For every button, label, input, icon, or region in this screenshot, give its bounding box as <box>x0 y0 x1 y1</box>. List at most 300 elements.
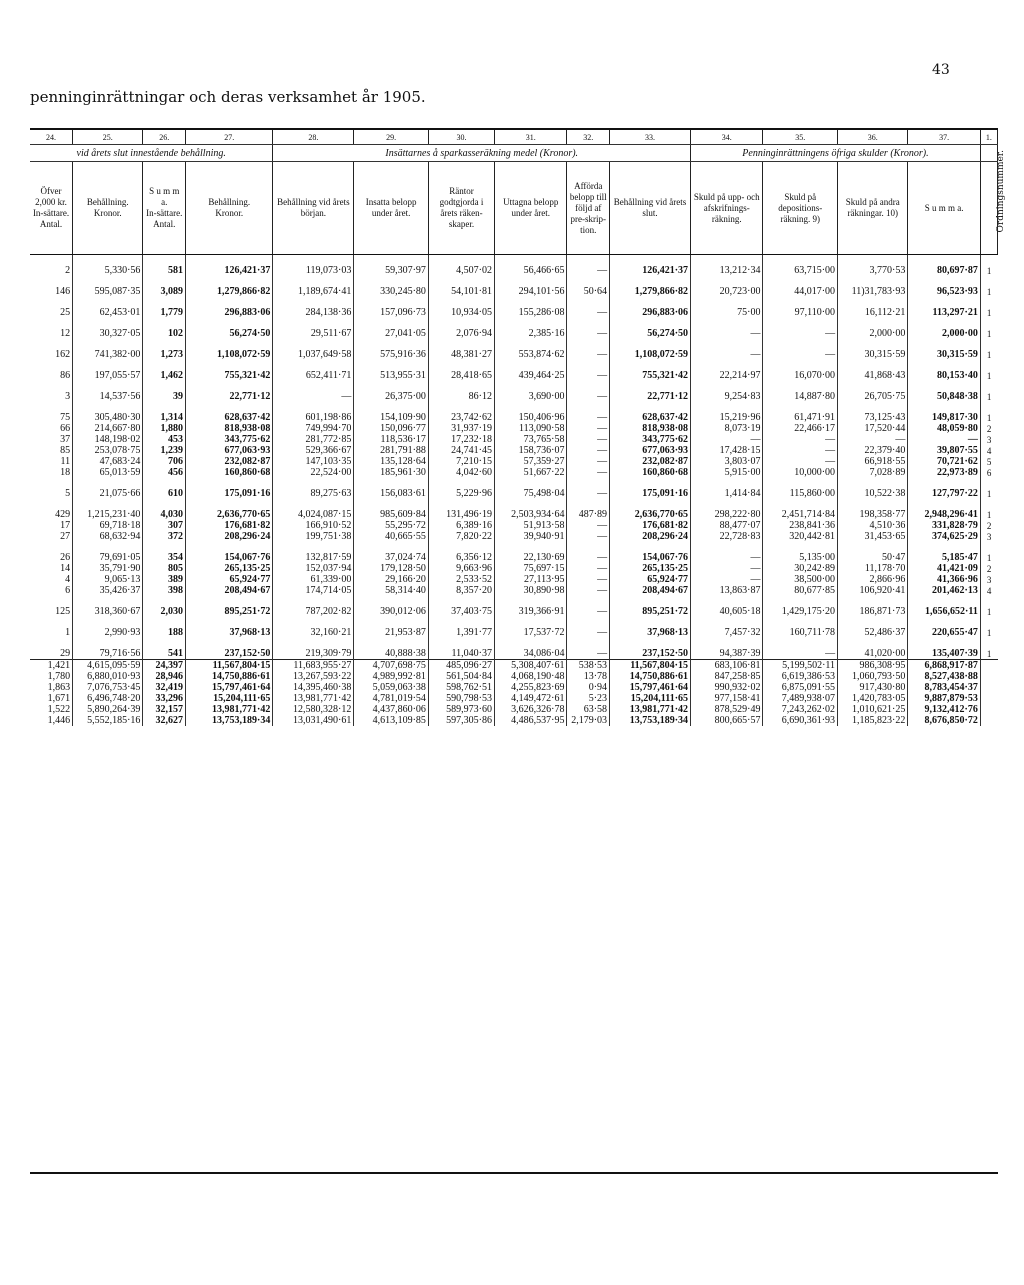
table-row <box>30 715 998 726</box>
deposited-header: Insatta belopp under året. <box>354 162 429 255</box>
table-cell <box>980 693 997 704</box>
spacer-cell <box>30 402 73 412</box>
table-cell: 977,158·41 <box>691 693 763 704</box>
spacer-cell <box>567 297 610 307</box>
spacer-cell <box>691 297 763 307</box>
table-cell: 41,421·09 <box>908 563 980 574</box>
table-cell: 135,128·64 <box>354 456 429 467</box>
table-cell: 126,421·37 <box>186 265 273 276</box>
table-cell <box>980 660 997 672</box>
table-cell: 9,132,412·76 <box>908 704 980 715</box>
spacer-cell <box>908 542 980 552</box>
table-cell: — <box>273 391 354 402</box>
spacer-cell <box>143 360 186 370</box>
table-row <box>30 412 998 423</box>
depositors-header: Öfver 2,000 kr. In-sättare. Antal. <box>30 162 73 255</box>
column-number-row <box>30 129 998 145</box>
spacer-cell <box>838 381 908 391</box>
table-cell: — <box>567 434 610 445</box>
table-cell: 21,953·87 <box>354 627 429 638</box>
spacer-cell <box>428 276 494 286</box>
table-cell: 176,681·82 <box>186 520 273 531</box>
table-cell: 9,254·83 <box>691 391 763 402</box>
table-cell: 5,330·56 <box>73 265 143 276</box>
table-cell: 3,089 <box>143 286 186 297</box>
table-cell: 581 <box>143 265 186 276</box>
table-cell: 27,113·95 <box>495 574 567 585</box>
spacer-cell <box>908 276 980 286</box>
spacer-cell <box>73 276 143 286</box>
table-row <box>30 509 998 520</box>
table-cell: 4 <box>986 445 992 456</box>
spacer-cell <box>354 318 429 328</box>
table-cell: 41,868·43 <box>838 370 908 381</box>
table-cell: 320,442·81 <box>763 531 838 542</box>
spacer-cell <box>980 499 997 509</box>
table-cell: 30,315·59 <box>908 349 980 360</box>
table-cell: 85 <box>30 445 73 456</box>
table-row <box>30 704 998 715</box>
spacer-cell <box>273 318 354 328</box>
table-cell: 80,677·85 <box>763 585 838 596</box>
table-cell: 990,932·02 <box>691 682 763 693</box>
spacer-cell <box>273 542 354 552</box>
table-cell: 156,083·61 <box>354 488 429 499</box>
table-cell: 166,910·52 <box>273 520 354 531</box>
table-cell: 38,500·00 <box>763 574 838 585</box>
table-cell: 456 <box>143 467 186 478</box>
spacer-cell <box>610 360 691 370</box>
table-cell: 158,736·07 <box>495 445 567 456</box>
table-cell: — <box>567 606 610 617</box>
table-cell: 2,385·16 <box>495 328 567 339</box>
table-cell: 220,655·47 <box>908 627 980 638</box>
table-cell: 296,883·06 <box>186 307 273 318</box>
table-cell: 1 <box>986 286 992 297</box>
column-number: 37. <box>908 129 980 145</box>
table-cell: 755,321·42 <box>186 370 273 381</box>
table-cell: — <box>567 627 610 638</box>
spacer-cell <box>908 297 980 307</box>
spacer-cell <box>273 478 354 488</box>
table-cell: 96,523·93 <box>908 286 980 297</box>
table-cell: 429 <box>30 509 73 520</box>
spacer-cell <box>428 638 494 648</box>
table-cell: 37 <box>30 434 73 445</box>
table-cell: 13,981,771·42 <box>610 704 691 715</box>
spacer-cell <box>143 276 186 286</box>
table-cell: 113,297·21 <box>908 307 980 318</box>
table-cell: 32,627 <box>143 715 186 726</box>
table-cell: 265,135·25 <box>186 563 273 574</box>
table-cell: 22,524·00 <box>273 467 354 478</box>
table-cell: 185,961·30 <box>354 467 429 478</box>
table-cell: 4,615,095·59 <box>73 660 143 672</box>
table-cell: 61,339·00 <box>273 574 354 585</box>
table-cell: 131,496·19 <box>428 509 494 520</box>
table-cell: 1,037,649·58 <box>273 349 354 360</box>
table-cell: 154,067·76 <box>186 552 273 563</box>
spacer-cell <box>980 617 997 627</box>
spacer-cell <box>691 542 763 552</box>
table-cell: — <box>691 574 763 585</box>
table-cell: — <box>567 445 610 456</box>
table-row <box>30 552 998 563</box>
spacer-row <box>30 360 998 370</box>
table-cell: 57,359·27 <box>495 456 567 467</box>
spacer-cell <box>838 617 908 627</box>
table-cell: 8,357·20 <box>428 585 494 596</box>
spacer-cell <box>691 499 763 509</box>
table-row <box>30 286 998 297</box>
table-cell: 73,765·58 <box>495 434 567 445</box>
table-cell: 805 <box>143 563 186 574</box>
table-cell: 4,149,472·61 <box>495 693 567 704</box>
spacer-cell <box>273 297 354 307</box>
table-cell: — <box>763 648 838 660</box>
spacer-cell <box>567 318 610 328</box>
table-cell: 15,797,461·64 <box>610 682 691 693</box>
spacer-cell <box>143 381 186 391</box>
total-depositors-header: S u m m a. In-sättare. Antal. <box>143 162 186 255</box>
table-row <box>30 648 998 660</box>
interest-header: Räntor godtgjorda i årets räken-skaper. <box>428 162 494 255</box>
spacer-cell <box>610 297 691 307</box>
spacer-cell <box>354 276 429 286</box>
table-cell: 683,106·81 <box>691 660 763 672</box>
table-cell: 150,096·77 <box>354 423 429 434</box>
table-cell: 238,841·36 <box>763 520 838 531</box>
table-cell: — <box>838 434 908 445</box>
table-row <box>30 349 998 360</box>
table-cell: 66,918·55 <box>838 456 908 467</box>
spacer-cell <box>763 402 838 412</box>
spacer-cell <box>838 478 908 488</box>
spacer-cell <box>763 360 838 370</box>
table-row <box>30 456 998 467</box>
table-cell: 513,955·31 <box>354 370 429 381</box>
spacer-cell <box>691 276 763 286</box>
table-cell: 706 <box>143 456 186 467</box>
table-cell: 154,067·76 <box>610 552 691 563</box>
column-number: 32. <box>567 129 610 145</box>
table-cell: 10,934·05 <box>428 307 494 318</box>
table-cell: 32,419 <box>143 682 186 693</box>
table-cell: 6,690,361·93 <box>763 715 838 726</box>
table-cell: 160,860·68 <box>186 467 273 478</box>
spacer-cell <box>186 360 273 370</box>
spacer-cell <box>354 360 429 370</box>
spacer-cell <box>30 542 73 552</box>
table-cell: 146 <box>30 286 73 297</box>
spacer-cell <box>428 617 494 627</box>
table-cell: 65,924·77 <box>186 574 273 585</box>
column-number: 26. <box>143 129 186 145</box>
table-cell: 2,000·00 <box>908 328 980 339</box>
spacer-cell <box>143 638 186 648</box>
spacer-cell <box>30 297 73 307</box>
spacer-cell <box>273 276 354 286</box>
table-row <box>30 488 998 499</box>
spacer-cell <box>73 478 143 488</box>
table-cell: 39,807·55 <box>908 445 980 456</box>
table-cell: 13,981,771·42 <box>186 704 273 715</box>
column-number: 34. <box>691 129 763 145</box>
spacer-cell <box>980 297 997 307</box>
table-cell: 7,457·32 <box>691 627 763 638</box>
table-cell: 13,753,189·34 <box>610 715 691 726</box>
table-cell: 3 <box>986 531 992 542</box>
deposit-debt-header: Skuld på upp- och afskrifnings-räkning. <box>691 162 763 255</box>
table-cell: 15,204,111·65 <box>610 693 691 704</box>
spacer-cell <box>980 478 997 488</box>
table-cell: 6,389·16 <box>428 520 494 531</box>
table-cell: 5,308,407·61 <box>495 660 567 672</box>
spacer-cell <box>495 360 567 370</box>
table-cell: 1,414·84 <box>691 488 763 499</box>
table-cell: 179,128·50 <box>354 563 429 574</box>
table-cell: 126,421·37 <box>610 265 691 276</box>
spacer-cell <box>30 339 73 349</box>
table-cell: 16,070·00 <box>763 370 838 381</box>
spacer-cell <box>428 381 494 391</box>
table-cell: 541 <box>143 648 186 660</box>
table-cell: 2 <box>30 265 73 276</box>
spacer-cell <box>495 255 567 266</box>
total-balance-header: Behållning. Kronor. <box>186 162 273 255</box>
table-cell: 284,138·36 <box>273 307 354 318</box>
spacer-cell <box>610 478 691 488</box>
spacer-cell <box>610 276 691 286</box>
table-cell: — <box>763 328 838 339</box>
spacer-cell <box>495 638 567 648</box>
table-cell: 27,041·05 <box>354 328 429 339</box>
table-cell: — <box>567 423 610 434</box>
spacer-cell <box>567 255 610 266</box>
table-cell: 6,619,386·53 <box>763 671 838 682</box>
table-cell: 1,880 <box>143 423 186 434</box>
table-cell: 62,453·01 <box>73 307 143 318</box>
table-cell: 1 <box>986 265 992 276</box>
table-cell: 818,938·08 <box>186 423 273 434</box>
bottom-rule <box>30 1172 998 1174</box>
other-debt-header: Skuld på andra räkningar. 10) <box>838 162 908 255</box>
table-cell: 6,875,091·55 <box>763 682 838 693</box>
table-cell: 1,108,072·59 <box>610 349 691 360</box>
table-cell: 1,391·77 <box>428 627 494 638</box>
table-cell: 2,076·94 <box>428 328 494 339</box>
table-cell: 917,430·80 <box>838 682 908 693</box>
table-cell: — <box>567 391 610 402</box>
closing-balance-header: Behållning vid årets slut. <box>610 162 691 255</box>
table-cell: 50·47 <box>838 552 908 563</box>
spacer-cell <box>691 478 763 488</box>
table-cell: 48,381·27 <box>428 349 494 360</box>
table-cell: 9,663·96 <box>428 563 494 574</box>
table-cell: — <box>567 574 610 585</box>
table-cell: 8,676,850·72 <box>908 715 980 726</box>
table-cell: 2 <box>986 520 992 531</box>
spacer-cell <box>428 499 494 509</box>
table-cell: 1,421 <box>30 660 73 672</box>
spacer-row <box>30 542 998 552</box>
table-cell: 1,522 <box>30 704 73 715</box>
table-row <box>30 563 998 574</box>
spacer-cell <box>273 638 354 648</box>
table-cell: 30,315·59 <box>838 349 908 360</box>
page-title: penninginrättningar och deras verksamhet år 1905. <box>30 88 426 106</box>
table-row <box>30 627 998 638</box>
table-cell: 7,820·22 <box>428 531 494 542</box>
table-cell: 1,279,866·82 <box>610 286 691 297</box>
table-cell: 26,705·75 <box>838 391 908 402</box>
ordinal-header-cell <box>980 162 997 255</box>
spacer-cell <box>354 617 429 627</box>
table-cell: 4,989,992·81 <box>354 671 429 682</box>
spacer-cell <box>273 255 354 266</box>
spacer-cell <box>838 499 908 509</box>
table-cell: 75,697·15 <box>495 563 567 574</box>
spacer-cell <box>908 255 980 266</box>
spacer-cell <box>186 542 273 552</box>
table-cell: 17,428·15 <box>691 445 763 456</box>
spacer-cell <box>30 255 73 266</box>
table-cell: 40,888·38 <box>354 648 429 660</box>
table-cell: 65,924·77 <box>610 574 691 585</box>
table-cell: 7,489,938·07 <box>763 693 838 704</box>
table-cell: 3,690·00 <box>495 391 567 402</box>
table-cell: 1,010,621·25 <box>838 704 908 715</box>
spacer-cell <box>567 596 610 606</box>
table-cell: 16,112·21 <box>838 307 908 318</box>
table-cell: 1,239 <box>143 445 186 456</box>
table-cell: — <box>567 552 610 563</box>
table-cell: 1,671 <box>30 693 73 704</box>
spacer-cell <box>838 255 908 266</box>
table-cell: 6,356·12 <box>428 552 494 563</box>
table-cell: 677,063·93 <box>186 445 273 456</box>
spacer-cell <box>691 402 763 412</box>
table-cell: 237,152·50 <box>186 648 273 660</box>
table-cell <box>980 671 997 682</box>
spacer-cell <box>143 402 186 412</box>
table-cell: 6,868,917·87 <box>908 660 980 672</box>
column-number: 28. <box>273 129 354 145</box>
spacer-cell <box>567 276 610 286</box>
table-cell: 56,466·65 <box>495 265 567 276</box>
spacer-cell <box>73 617 143 627</box>
table-cell: 37,403·75 <box>428 606 494 617</box>
table-cell: 453 <box>143 434 186 445</box>
table-cell: 755,321·42 <box>610 370 691 381</box>
table-cell: 610 <box>143 488 186 499</box>
balance-group-header: vid årets slut innestående behållning. <box>30 145 273 162</box>
table-cell: 70,721·62 <box>908 456 980 467</box>
spacer-cell <box>273 596 354 606</box>
spacer-cell <box>763 478 838 488</box>
table-cell: 52,486·37 <box>838 627 908 638</box>
spacer-cell <box>73 339 143 349</box>
spacer-cell <box>610 617 691 627</box>
page-number: 43 <box>932 62 950 78</box>
table-row <box>30 660 998 672</box>
spacer-row <box>30 638 998 648</box>
table-cell: 37,968·13 <box>186 627 273 638</box>
table-cell: 305,480·30 <box>73 412 143 423</box>
table-cell: 6,496,748·20 <box>73 693 143 704</box>
spacer-cell <box>908 596 980 606</box>
table-cell: 24,397 <box>143 660 186 672</box>
spacer-cell <box>763 297 838 307</box>
spacer-cell <box>567 402 610 412</box>
table-cell: 294,101·56 <box>495 286 567 297</box>
spacer-cell <box>908 381 980 391</box>
table-cell: 152,037·94 <box>273 563 354 574</box>
table-cell: 41,020·00 <box>838 648 908 660</box>
spacer-row <box>30 318 998 328</box>
table-cell: 27 <box>30 531 73 542</box>
table-cell: 30,890·98 <box>495 585 567 596</box>
table-cell: 1 <box>986 488 992 499</box>
table-cell: 343,775·62 <box>186 434 273 445</box>
spacer-cell <box>980 381 997 391</box>
spacer-cell <box>354 638 429 648</box>
spacer-row <box>30 381 998 391</box>
table-cell: 1,189,674·41 <box>273 286 354 297</box>
table-cell: 1,060,793·50 <box>838 671 908 682</box>
spacer-cell <box>273 339 354 349</box>
table-cell: 106,920·41 <box>838 585 908 596</box>
table-cell: 5,890,264·39 <box>73 704 143 715</box>
table-cell: 14,537·56 <box>73 391 143 402</box>
column-number: 29. <box>354 129 429 145</box>
table-row <box>30 423 998 434</box>
table-cell: 677,063·93 <box>610 445 691 456</box>
spacer-cell <box>610 381 691 391</box>
table-cell: 35,791·90 <box>73 563 143 574</box>
table-cell: — <box>691 349 763 360</box>
table-cell: 9,887,879·53 <box>908 693 980 704</box>
spacer-row <box>30 617 998 627</box>
spacer-cell <box>354 402 429 412</box>
table-cell: 7,210·15 <box>428 456 494 467</box>
table-cell: 5,059,063·38 <box>354 682 429 693</box>
table-cell: 3,770·53 <box>838 265 908 276</box>
table-cell: 13,212·34 <box>691 265 763 276</box>
table-cell: 79,716·56 <box>73 648 143 660</box>
table-cell: 800,665·57 <box>691 715 763 726</box>
spacer-cell <box>691 638 763 648</box>
table-cell: 265,135·25 <box>610 563 691 574</box>
table-cell: 5 <box>30 488 73 499</box>
table-cell: 1,446 <box>30 715 73 726</box>
table-cell: 208,494·67 <box>610 585 691 596</box>
table-cell: 188 <box>143 627 186 638</box>
table-cell: 8,073·19 <box>691 423 763 434</box>
spacer-cell <box>763 339 838 349</box>
table-cell: 2 <box>986 563 992 574</box>
table-row <box>30 693 998 704</box>
spacer-cell <box>186 638 273 648</box>
table-cell: 1 <box>986 627 992 638</box>
spacer-cell <box>763 596 838 606</box>
spacer-cell <box>273 402 354 412</box>
table-cell: 575,916·36 <box>354 349 429 360</box>
table-cell: 50,848·38 <box>908 391 980 402</box>
table-cell: 56,274·50 <box>610 328 691 339</box>
table-cell: 1,779 <box>143 307 186 318</box>
table-cell: 1 <box>986 349 992 360</box>
